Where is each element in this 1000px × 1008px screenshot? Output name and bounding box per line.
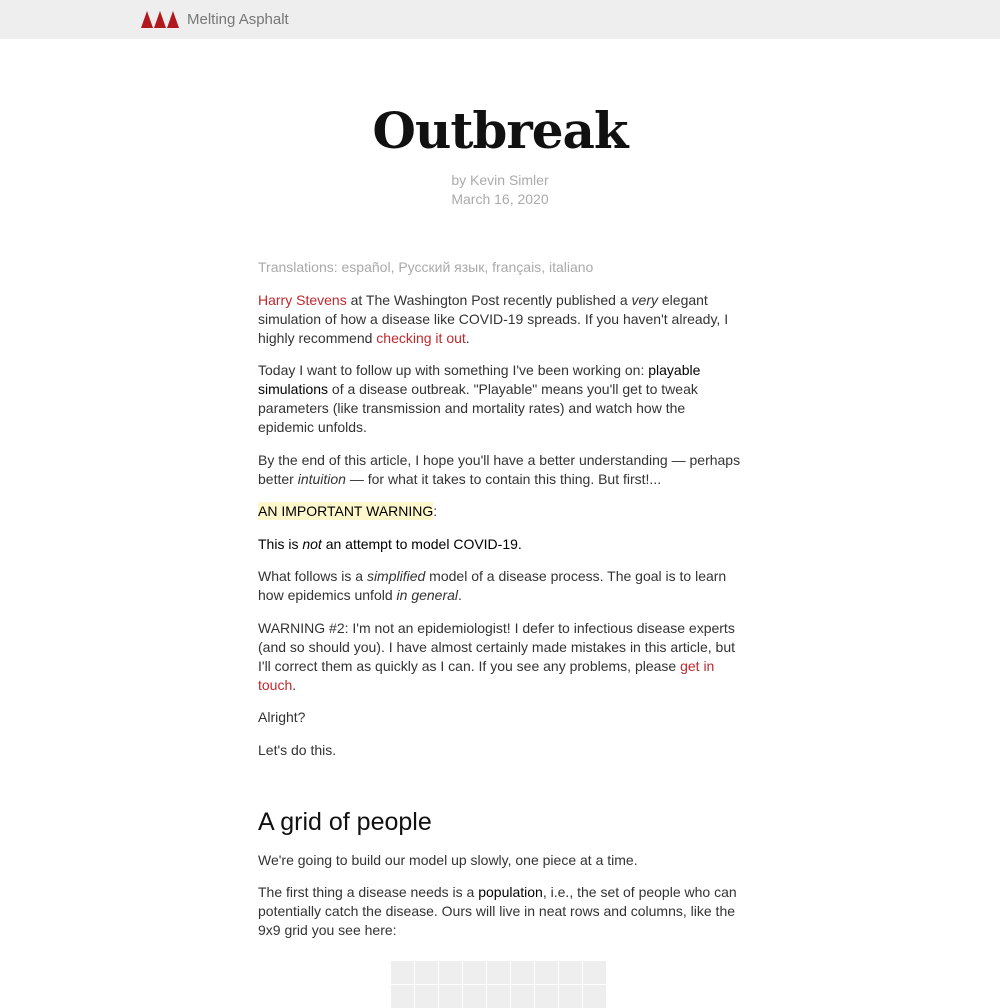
text: — for what it takes to contain this thing. But first!... <box>345 470 662 487</box>
paragraph <box>258 883 742 940</box>
translation-link-it[interactable]: italiano <box>548 259 594 275</box>
grid-cell <box>463 985 486 1008</box>
translation-link-fr[interactable]: français <box>492 259 542 275</box>
paragraph <box>258 361 742 437</box>
translation-link-es[interactable]: español <box>341 259 391 275</box>
paragraph <box>258 291 742 348</box>
paragraph <box>258 567 742 605</box>
site-name: Melting Asphalt <box>187 10 289 28</box>
text: . <box>292 676 297 693</box>
emphasis: very <box>631 291 658 308</box>
grid-cell <box>415 961 438 984</box>
checking-it-out-link[interactable]: checking it out <box>376 329 466 346</box>
text: an attempt to model COVID-19. <box>321 535 522 552</box>
grid-cell <box>559 961 582 984</box>
grid-cell <box>559 985 582 1008</box>
grid-cell <box>535 985 558 1008</box>
grid-cell <box>487 961 510 984</box>
translations-prefix: Translations: <box>258 259 342 275</box>
harry-stevens-link[interactable]: Harry Stevens <box>258 291 347 308</box>
text: : <box>433 503 438 519</box>
top-bar <box>0 0 1000 39</box>
section-heading: A grid of people <box>258 807 432 836</box>
publish-date: March 16, 2020 <box>451 191 549 207</box>
triangles-logo-icon <box>141 10 179 28</box>
site-brand-link[interactable] <box>141 9 289 29</box>
grid-cell <box>583 961 606 984</box>
grid-cell <box>487 985 510 1008</box>
population-grid <box>391 961 609 1001</box>
text: at The Washington Post recently published a <box>346 291 632 308</box>
grid-cell <box>439 985 462 1008</box>
paragraph <box>258 619 742 695</box>
text: of a disease outbreak. "Playable" means you'll get to tweak parameters (like transmission and mortality rates) and watch how the epidemic unfolds. <box>258 381 698 435</box>
strong-text: population <box>478 884 543 900</box>
grid-cell <box>415 985 438 1008</box>
emphasis: not <box>302 535 322 552</box>
paragraph <box>258 535 742 554</box>
strong-text: playable simulations <box>258 362 701 397</box>
grid-cell <box>583 985 606 1008</box>
emphasis: intuition <box>297 470 346 487</box>
text: The first thing a disease needs is a <box>258 884 479 900</box>
article-body <box>258 258 742 954</box>
text: model of a disease process. The goal is to learn how epidemics unfold <box>258 568 727 603</box>
grid-cell <box>463 961 486 984</box>
grid-cell <box>511 961 534 984</box>
paragraph: We're going to build our model up slowly, one piece at a time. <box>258 851 638 868</box>
text: Today I want to follow up with something I've been working on: <box>258 362 649 378</box>
emphasis: simplified <box>366 568 426 584</box>
page-title: Outbreak <box>372 101 628 160</box>
get-in-touch-link[interactable]: get in touch <box>258 657 715 693</box>
text: elegant simulation of how a disease like COVID-19 spreads. If you haven't already, I highly recommend <box>258 291 729 346</box>
translation-link-ru[interactable]: Русский язык <box>398 259 485 275</box>
byline: by Kevin Simler <box>451 172 549 188</box>
text: What follows is a <box>258 568 367 584</box>
article-header <box>0 95 1000 209</box>
paragraph <box>258 451 742 489</box>
emphasis: in general <box>396 587 459 603</box>
grid-cell <box>535 961 558 984</box>
grid-cell <box>391 985 414 1008</box>
text: WARNING #2: I'm not an epidemiologist! I defer to infectious disease experts (and so should you). I have almost certainly made mistakes in this article, but I'll correct them as quickly as I can. If you see any problems, please <box>258 619 735 674</box>
translations-line: Translations: español, Русский язык, français, italiano <box>258 259 594 275</box>
warning-highlight: AN IMPORTANT WARNING <box>258 503 434 519</box>
grid-cell <box>511 985 534 1008</box>
grid-cell <box>439 961 462 984</box>
text: , i.e., the set of people who can potentially catch the disease. Ours will live in neat rows and columns, like the 9x9 grid you see here: <box>258 884 737 938</box>
warning-paragraph <box>258 502 742 521</box>
paragraph: Alright? <box>258 709 306 725</box>
text: This is <box>258 535 303 552</box>
grid-cell <box>391 961 414 984</box>
text: By the end of this article, I hope you'll have a better understanding — perhaps better <box>258 451 741 487</box>
paragraph: Let's do this. <box>258 741 337 758</box>
text: . <box>458 587 462 603</box>
text: . <box>465 329 470 346</box>
